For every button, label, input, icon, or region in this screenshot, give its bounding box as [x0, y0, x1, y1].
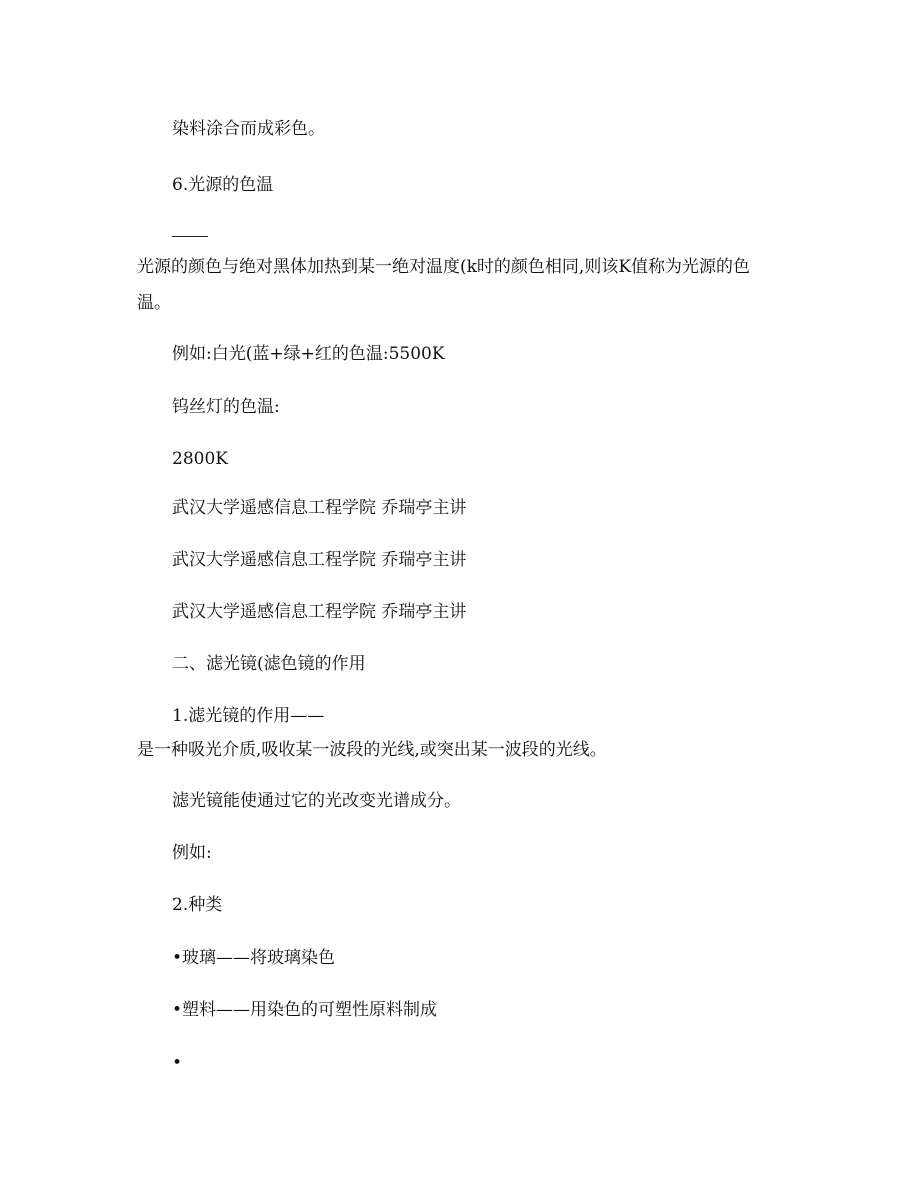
types-heading: 2.种类	[172, 895, 223, 915]
filter-spectrum-text: 滤光镜能使通过它的光改变光谱成分。	[172, 791, 461, 811]
list-item-glass: •玻璃——将玻璃染色	[172, 948, 336, 968]
definition-line-1: 光源的颜色与绝对黑体加热到某一绝对温度(k时的颜色相同,则该K值称为光源的色	[137, 257, 751, 277]
filter-definition: 是一种吸光介质,吸收某一波段的光线,或突出某一波段的光线。	[137, 740, 607, 760]
dash-rule	[172, 236, 208, 237]
section-heading-filter: 二、滤光镜(滤色镜的作用	[172, 654, 366, 674]
lecturer-credit-1: 武汉大学遥感信息工程学院 乔瑞亭主讲	[172, 498, 467, 518]
example-white-light: 例如:白光(蓝+绿+红的色温:5500K	[172, 344, 445, 364]
tungsten-value: 2800K	[172, 449, 228, 469]
section-heading-color-temperature: 6.光源的色温	[172, 175, 274, 195]
definition-line-2: 温。	[137, 293, 171, 313]
lecturer-credit-3: 武汉大学遥感信息工程学院 乔瑞亭主讲	[172, 602, 467, 622]
lecturer-credit-2: 武汉大学遥感信息工程学院 乔瑞亭主讲	[172, 550, 467, 570]
text-line-1: 染料涂合而成彩色。	[172, 119, 325, 139]
tungsten-lamp-label: 钨丝灯的色温:	[172, 397, 280, 417]
list-item-plastic: •塑料——用染色的可塑性原料制成	[172, 1000, 438, 1020]
list-item-empty-bullet: •	[172, 1053, 183, 1073]
filter-function-heading: 1.滤光镜的作用——	[172, 706, 325, 726]
example-label: 例如:	[172, 843, 212, 863]
